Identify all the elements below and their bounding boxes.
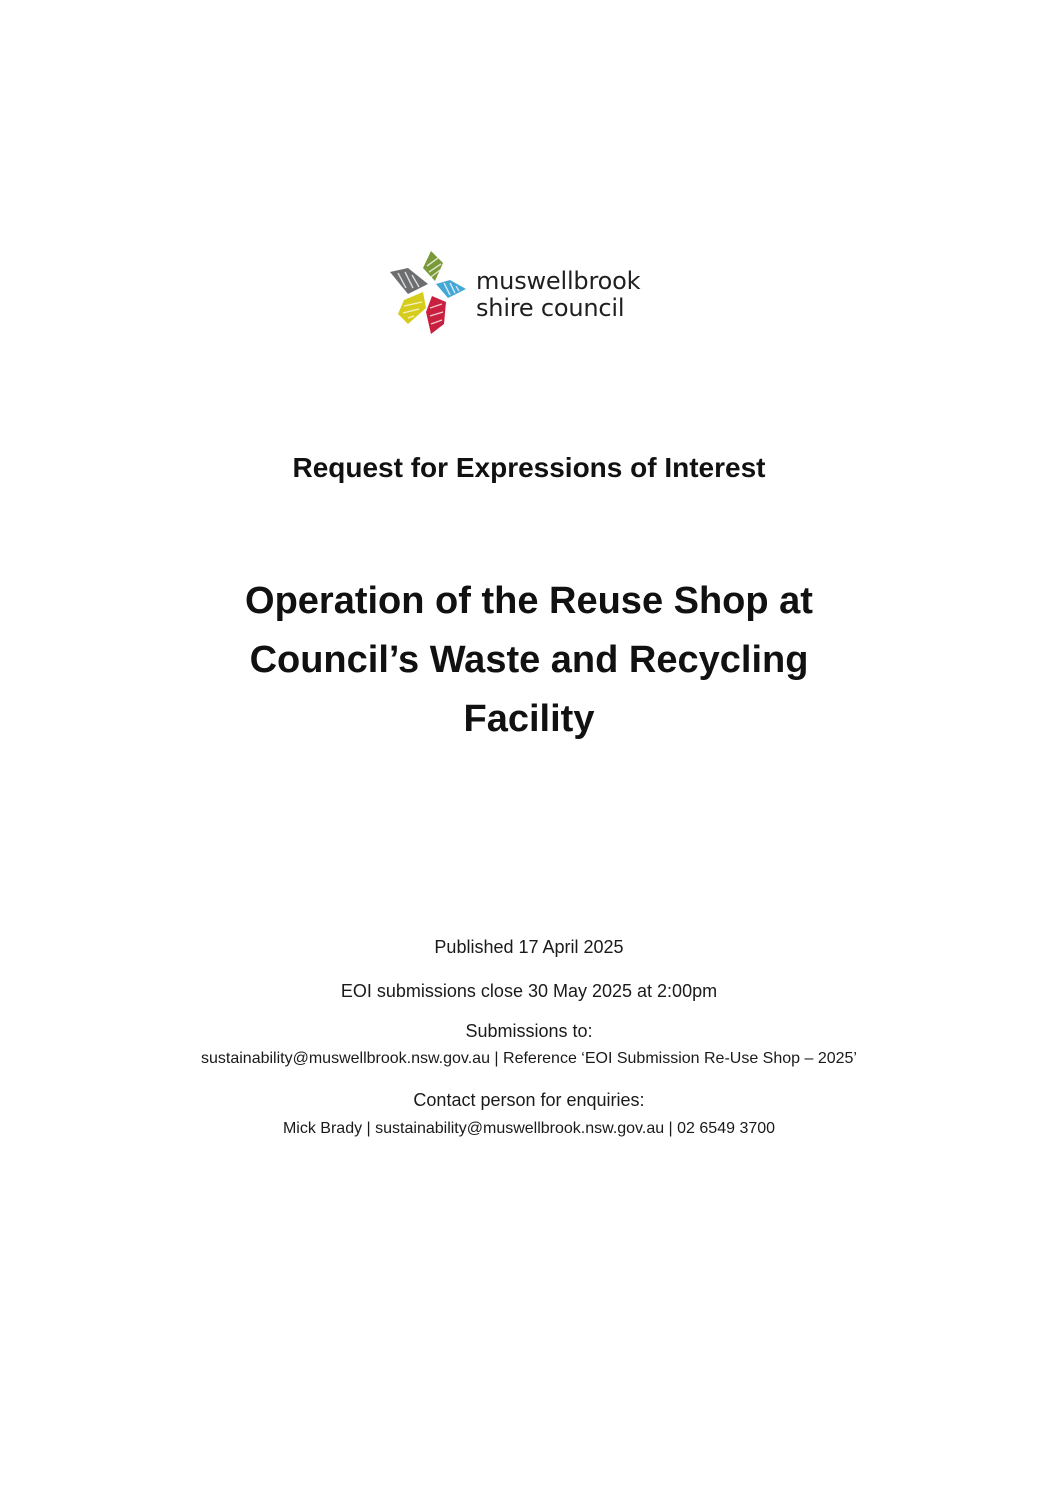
title-line-1: Operation of the Reuse Shop at bbox=[245, 580, 813, 622]
title-line-2: Council’s Waste and Recycling bbox=[249, 639, 809, 681]
closing-date: EOI submissions close 30 May 2025 at 2:00pm bbox=[340, 981, 718, 1001]
council-logo bbox=[386, 246, 670, 336]
logo-wordmark bbox=[476, 268, 640, 322]
star-logo-icon bbox=[386, 246, 476, 336]
submissions-detail: sustainability@muswellbrook.nsw.gov.au | Reference ‘EOI Submission Re-Use Shop – 2025’ bbox=[201, 1050, 857, 1067]
logo-line-1: muswellbrook bbox=[476, 267, 641, 295]
document-title bbox=[0, 572, 1058, 749]
contact-heading: Contact person for enquiries: bbox=[413, 1090, 645, 1110]
title-line-3: Facility bbox=[463, 698, 595, 740]
contact-detail: Mick Brady | sustainability@muswellbrook.nsw.gov.au | 02 6549 3700 bbox=[282, 1120, 776, 1137]
published-date: Published 17 April 2025 bbox=[434, 937, 624, 957]
logo-line-2: shire council bbox=[476, 294, 625, 322]
submissions-heading: Submissions to: bbox=[465, 1021, 593, 1041]
document-subtitle: Request for Expressions of Interest bbox=[292, 452, 766, 483]
